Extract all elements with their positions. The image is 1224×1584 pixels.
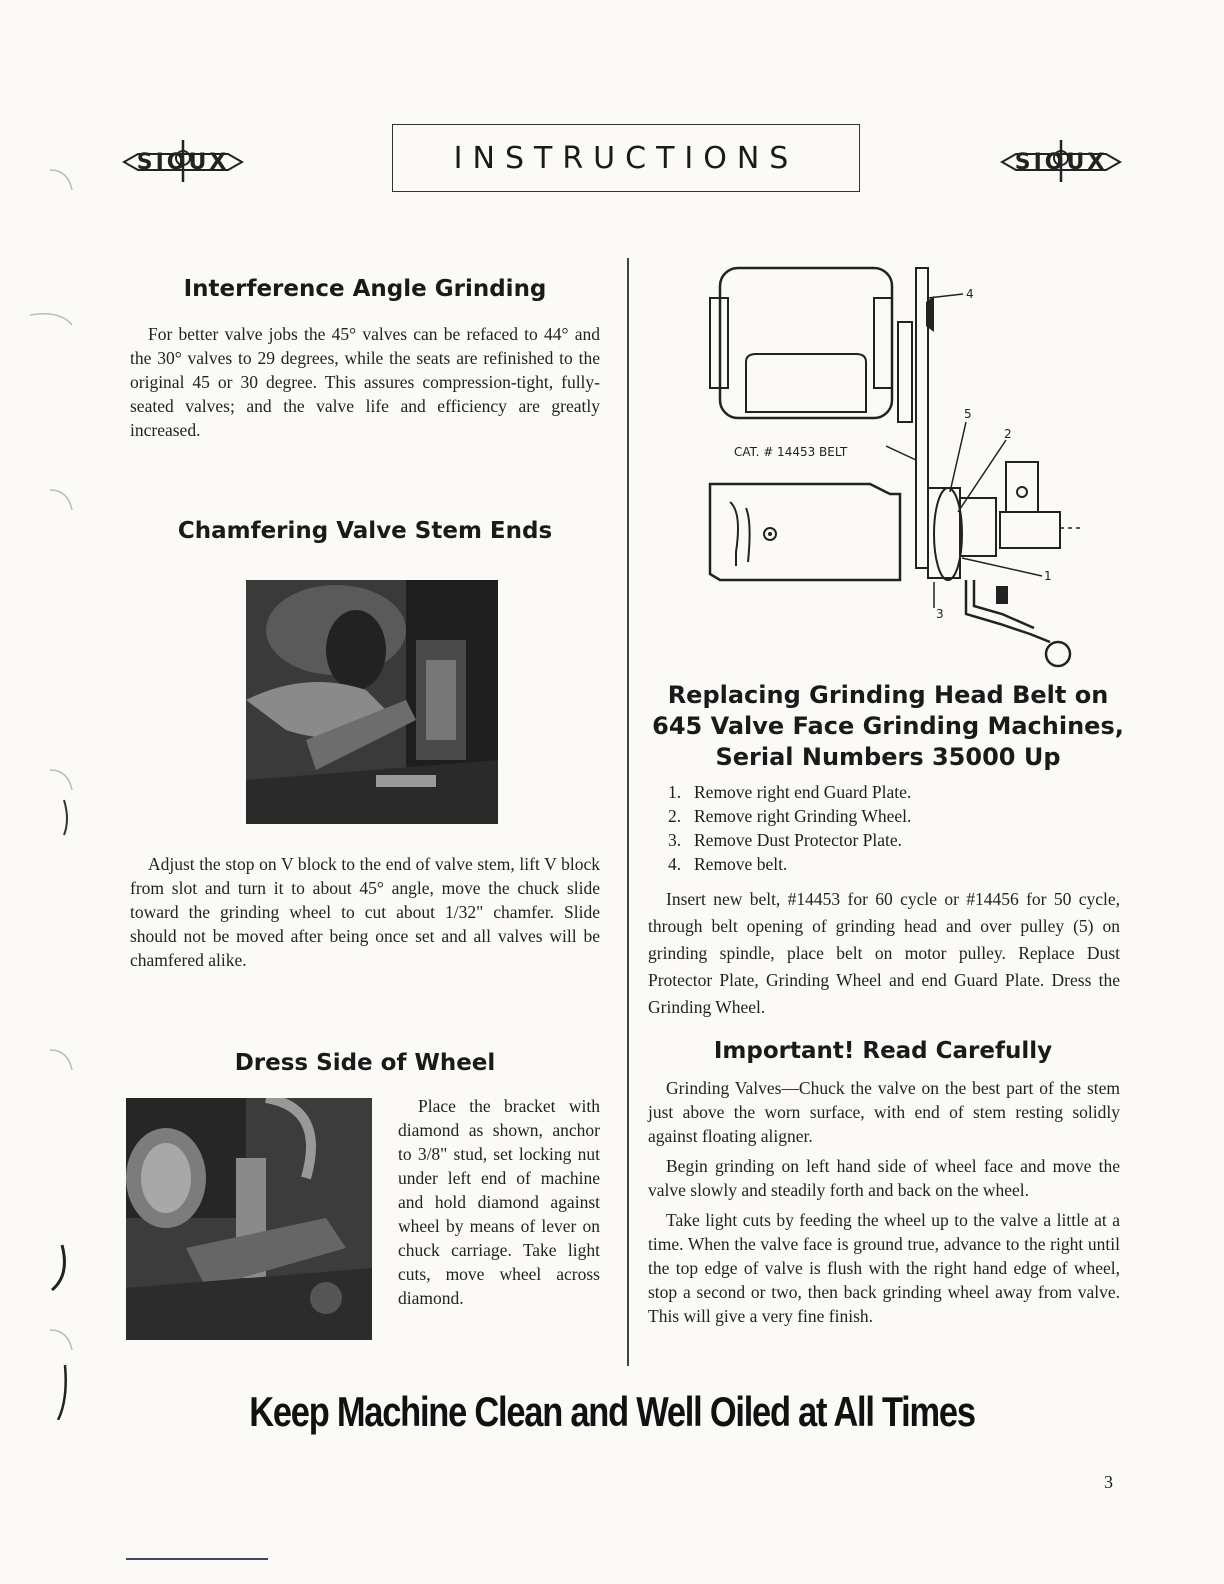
chamfering-body: Adjust the stop on V block to the end of valve stem, lift V block from slot and turn it to about 45° angle, move the chuck slide toward the grinding wheel to cut about 1/32" chamfer. Slide should not be moved after being once set and all valves will be chamfered alike. bbox=[130, 854, 600, 970]
list-item: 3. Remove Dust Protector Plate. bbox=[668, 830, 903, 850]
replacing-body: Insert new belt, #14453 for 60 cycle or #14456 for 50 cycle, through belt opening of grinding head and over pulley (5) on grinding spindle, place belt on motor pulley. Replace Dust Protector Plate, Grinding Wheel and end Guard Plate. Dress the Grinding Wheel. bbox=[648, 889, 1120, 1017]
sioux-logo-right bbox=[996, 138, 1126, 184]
footer-slogan: Keep Machine Clean and Well Oiled at All Times bbox=[249, 1388, 975, 1435]
callout-4: 4 bbox=[966, 287, 974, 301]
callout-1: 1 bbox=[1044, 569, 1052, 583]
svg-text:SIOUX: SIOUX bbox=[136, 150, 230, 175]
list-item: 1. Remove right end Guard Plate. bbox=[668, 782, 912, 802]
belt-diagram bbox=[690, 262, 1110, 674]
replacing-heading bbox=[640, 680, 1136, 773]
chamfering-heading: Chamfering Valve Stem Ends bbox=[177, 518, 553, 544]
page-title: INSTRUCTIONS bbox=[453, 140, 799, 176]
callout-2: 2 bbox=[1004, 427, 1012, 441]
replacing-heading-line2: 645 Valve Face Grinding Machines, bbox=[652, 712, 1124, 740]
dress-wheel-photo bbox=[126, 1098, 372, 1340]
callout-3: 3 bbox=[936, 607, 944, 621]
page-number: 3 bbox=[1104, 1472, 1113, 1492]
interference-heading: Interference Angle Grinding bbox=[183, 276, 547, 302]
column-divider bbox=[627, 258, 629, 1366]
svg-text:SIOUX: SIOUX bbox=[1014, 150, 1108, 175]
replacing-steps bbox=[668, 780, 911, 876]
header-title-box bbox=[392, 124, 860, 192]
dress-heading: Dress Side of Wheel bbox=[234, 1050, 496, 1076]
callout-5: 5 bbox=[964, 407, 972, 421]
list-item: 2. Remove right Grinding Wheel. bbox=[668, 806, 912, 826]
important-para-2: Begin grinding on left hand side of wheel face and move the valve slowly and steadily forth and back on the wheel. bbox=[648, 1156, 1120, 1200]
bottom-rule bbox=[126, 1558, 268, 1560]
important-heading: Important! Read Carefully bbox=[713, 1038, 1053, 1064]
sioux-logo-left bbox=[118, 138, 248, 184]
binder-hole-marks bbox=[20, 160, 80, 1420]
important-para-1: Grinding Valves—Chuck the valve on the best part of the stem just above the worn surface, with end of stem resting solidly against floating aligner. bbox=[648, 1078, 1120, 1146]
interference-body: For better valve jobs the 45° valves can be refaced to 44° and the 30° valves to 29 degrees, while the seats are refinished to the original 45 or 30 degree. This assures compression-tight, fully-seated valves; and the valve life and efficiency are greatly increased. bbox=[130, 324, 600, 440]
belt-catalog-label: CAT. # 14453 BELT bbox=[734, 445, 848, 459]
chamfering-photo bbox=[246, 580, 498, 824]
replacing-heading-line3: Serial Numbers 35000 Up bbox=[715, 743, 1061, 771]
dress-body: Place the bracket with diamond as shown, anchor to 3/8" stud, set locking nut under left end of machine and hold diamond against wheel by means of lever on chuck carriage. Take light cuts, move wheel across diamond. bbox=[398, 1096, 600, 1308]
important-body bbox=[648, 1076, 1120, 1328]
replacing-heading-line1: Replacing Grinding Head Belt on bbox=[667, 681, 1109, 709]
list-item: 4. Remove belt. bbox=[668, 854, 788, 874]
important-para-3: Take light cuts by feeding the wheel up to the valve a little at a time. When the valve face is ground true, advance to the right until the top edge of valve is flush with the right hand edge of wheel, stop a second or two, then back grinding wheel away from valve. This will give a very fine finish. bbox=[648, 1210, 1120, 1326]
